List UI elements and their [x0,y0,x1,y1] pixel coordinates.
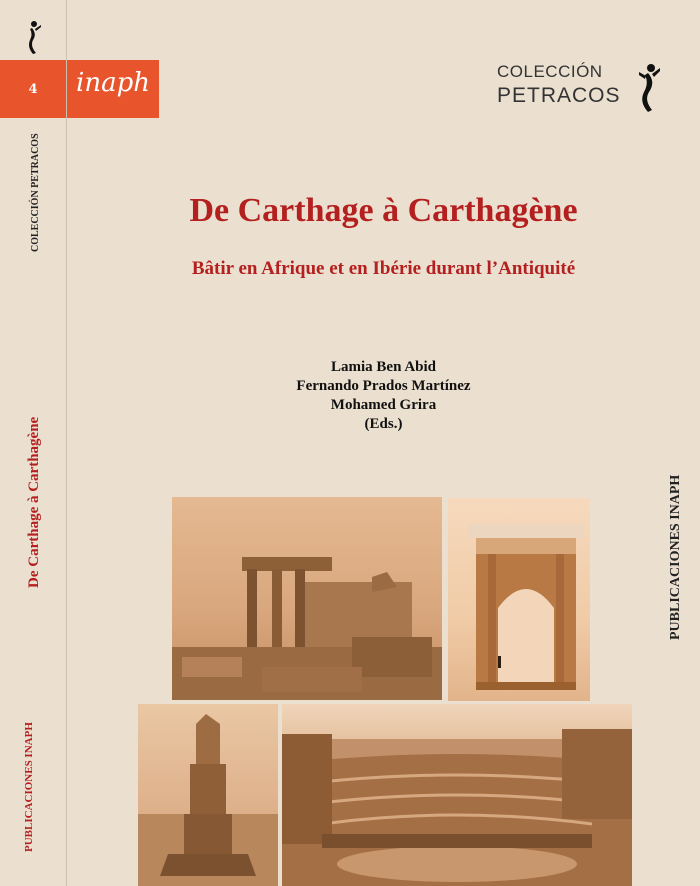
editors-block [67,358,700,434]
publisher-band [67,60,159,118]
editor-name: Mohamed Grira [330,397,437,413]
editor-name: Fernando Prados Martínez [296,378,471,394]
spine-title: De Carthage à Carthagène [26,416,42,588]
photo-roman-theatre [282,704,632,886]
volume-number: 4 [28,81,38,97]
spine-collection: COLECCIÓN PETRACOS [30,133,41,252]
collection-logo [497,62,637,108]
editor-name: Lamia Ben Abid [330,359,437,375]
book-subtitle: Bâtir en Afrique et en Ibérie durant l’Antiquité [191,258,576,279]
publisher-logo: inaph [76,68,150,98]
spine-publisher: PUBLICACIONES INAPH [23,722,35,852]
photo-triumphal-arch [448,498,590,701]
side-publisher: PUBLICACIONES INAPH [668,474,683,640]
editors-suffix: (Eds.) [364,416,403,432]
photo-temple-ruins [172,497,442,700]
dancer-logo-icon [636,62,662,114]
photo-mausoleum-tower [138,704,278,886]
dancer-icon [24,20,44,56]
book-title: De Carthage à Carthagène [189,192,578,229]
collection-label: COLECCIÓN [497,62,603,81]
spine-divider [66,0,67,886]
collection-name: PETRACOS [497,84,621,107]
